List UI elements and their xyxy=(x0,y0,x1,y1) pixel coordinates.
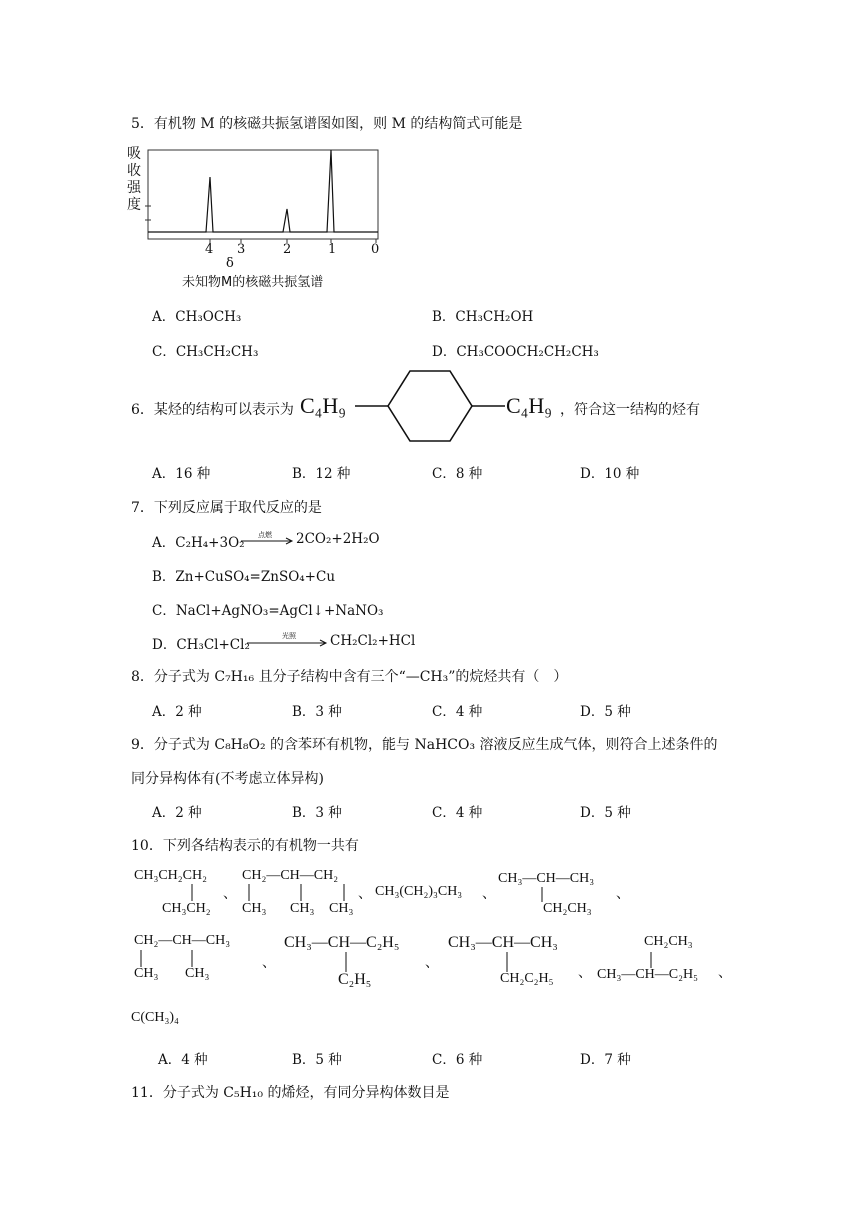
q7-option-a-right: 2CO₂+2H₂O xyxy=(296,531,380,547)
q9-option-a: A．2 种 xyxy=(152,805,202,821)
separator: 、 xyxy=(482,886,496,902)
q10-option-b: B．5 种 xyxy=(292,1052,342,1068)
q10-option-c: C．6 种 xyxy=(432,1052,483,1068)
q5-option-a: A．CH₃OCH₃ xyxy=(152,309,242,325)
q5-option-b: B．CH₃CH₂OH xyxy=(432,309,534,325)
q7-stem: 7．下列反应属于取代反应的是 xyxy=(131,500,322,516)
separator: 、 xyxy=(616,886,630,902)
q7-option-a-left: A．C₂H₄+3O₂ xyxy=(152,535,245,551)
q8-stem: 8．分子式为 C₇H₁₆ 且分子结构中含有三个“—CH₃”的烷烃共有（ ） xyxy=(131,669,568,685)
q6-option-a: A．16 种 xyxy=(152,466,211,482)
separator: 、 xyxy=(262,955,276,971)
nmr-ylabel: 吸 收 强 度 xyxy=(127,146,141,213)
q7-option-c: C．NaCl+AgNO₃=AgCl↓+NaNO₃ xyxy=(152,603,384,619)
separator: 、 xyxy=(223,886,237,902)
q5-stem: 5．有机物 M 的核磁共振氢谱图如图，则 M 的结构简式可能是 xyxy=(131,116,523,132)
nmr-caption: 未知物M的核磁共振氢谱 xyxy=(182,275,324,290)
cyclohexane-ring xyxy=(355,368,505,448)
q7-condition-light: 光照 xyxy=(282,632,296,640)
q7-option-d-right: CH₂Cl₂+HCl xyxy=(330,633,416,649)
q5-option-c: C．CH₃CH₂CH₃ xyxy=(152,344,259,360)
q10-stem: 10．下列各结构表示的有机物一共有 xyxy=(131,838,359,854)
q10-option-a: A．4 种 xyxy=(158,1052,208,1068)
q6-option-d: D．10 种 xyxy=(580,466,640,482)
q9-option-b: B．3 种 xyxy=(292,805,342,821)
separator: 、 xyxy=(718,965,732,981)
q8-option-d: D．5 种 xyxy=(580,704,631,720)
nmr-xlabel: δ xyxy=(226,256,234,271)
q9-option-d: D．5 种 xyxy=(580,805,631,821)
q10-option-d: D．7 种 xyxy=(580,1052,631,1068)
q8-option-a: A．2 种 xyxy=(152,704,202,720)
q6-c4h9-left: C₄H₉ xyxy=(300,393,346,418)
q6-stem-post: ，符合这一结构的烃有 xyxy=(560,402,700,418)
structure-3: CH₃(CH₂)₃CH₃ xyxy=(375,884,463,899)
nmr-tick-3: 3 xyxy=(237,242,246,257)
nmr-tick-2: 2 xyxy=(283,242,292,257)
separator: 、 xyxy=(358,886,372,902)
q6-c4h9-right: C₄H₉ xyxy=(506,393,552,418)
nmr-tick-0: 0 xyxy=(371,242,380,257)
structure-9: C(CH₃)₄ xyxy=(131,1010,179,1025)
nmr-tick-4: 4 xyxy=(205,242,214,257)
q7-option-b: B．Zn+CuSO₄=ZnSO₄+Cu xyxy=(152,569,336,585)
nmr-tick-1: 1 xyxy=(328,242,337,257)
q8-option-b: B．3 种 xyxy=(292,704,342,720)
arrow-icon xyxy=(247,638,329,648)
q7-option-d-left: D．CH₃Cl+Cl₂ xyxy=(152,637,250,653)
q8-option-c: C．4 种 xyxy=(432,704,483,720)
q6-option-b: B．12 种 xyxy=(292,466,351,482)
q9-option-c: C．4 种 xyxy=(432,805,483,821)
arrow-icon xyxy=(241,536,295,546)
q6-option-c: C．8 种 xyxy=(432,466,483,482)
nmr-spectrum xyxy=(125,146,385,296)
q9-stem-line2: 同分异构体有(不考虑立体异构) xyxy=(131,771,324,787)
q7-condition-ignite: 点燃 xyxy=(258,531,272,539)
q9-stem-line1: 9．分子式为 C₈H₈O₂ 的含苯环有机物，能与 NaHCO₃ 溶液反应生成气体，则符合上述条件的 xyxy=(131,737,718,753)
separator: 、 xyxy=(578,965,592,981)
separator: 、 xyxy=(425,955,439,971)
q6-stem-pre: 6．某烃的结构可以表示为 xyxy=(131,402,294,418)
q5-option-d: D．CH₃COOCH₂CH₂CH₃ xyxy=(432,344,599,360)
q11-stem: 11．分子式为 C₅H₁₀ 的烯烃，有同分异构体数目是 xyxy=(131,1085,450,1101)
